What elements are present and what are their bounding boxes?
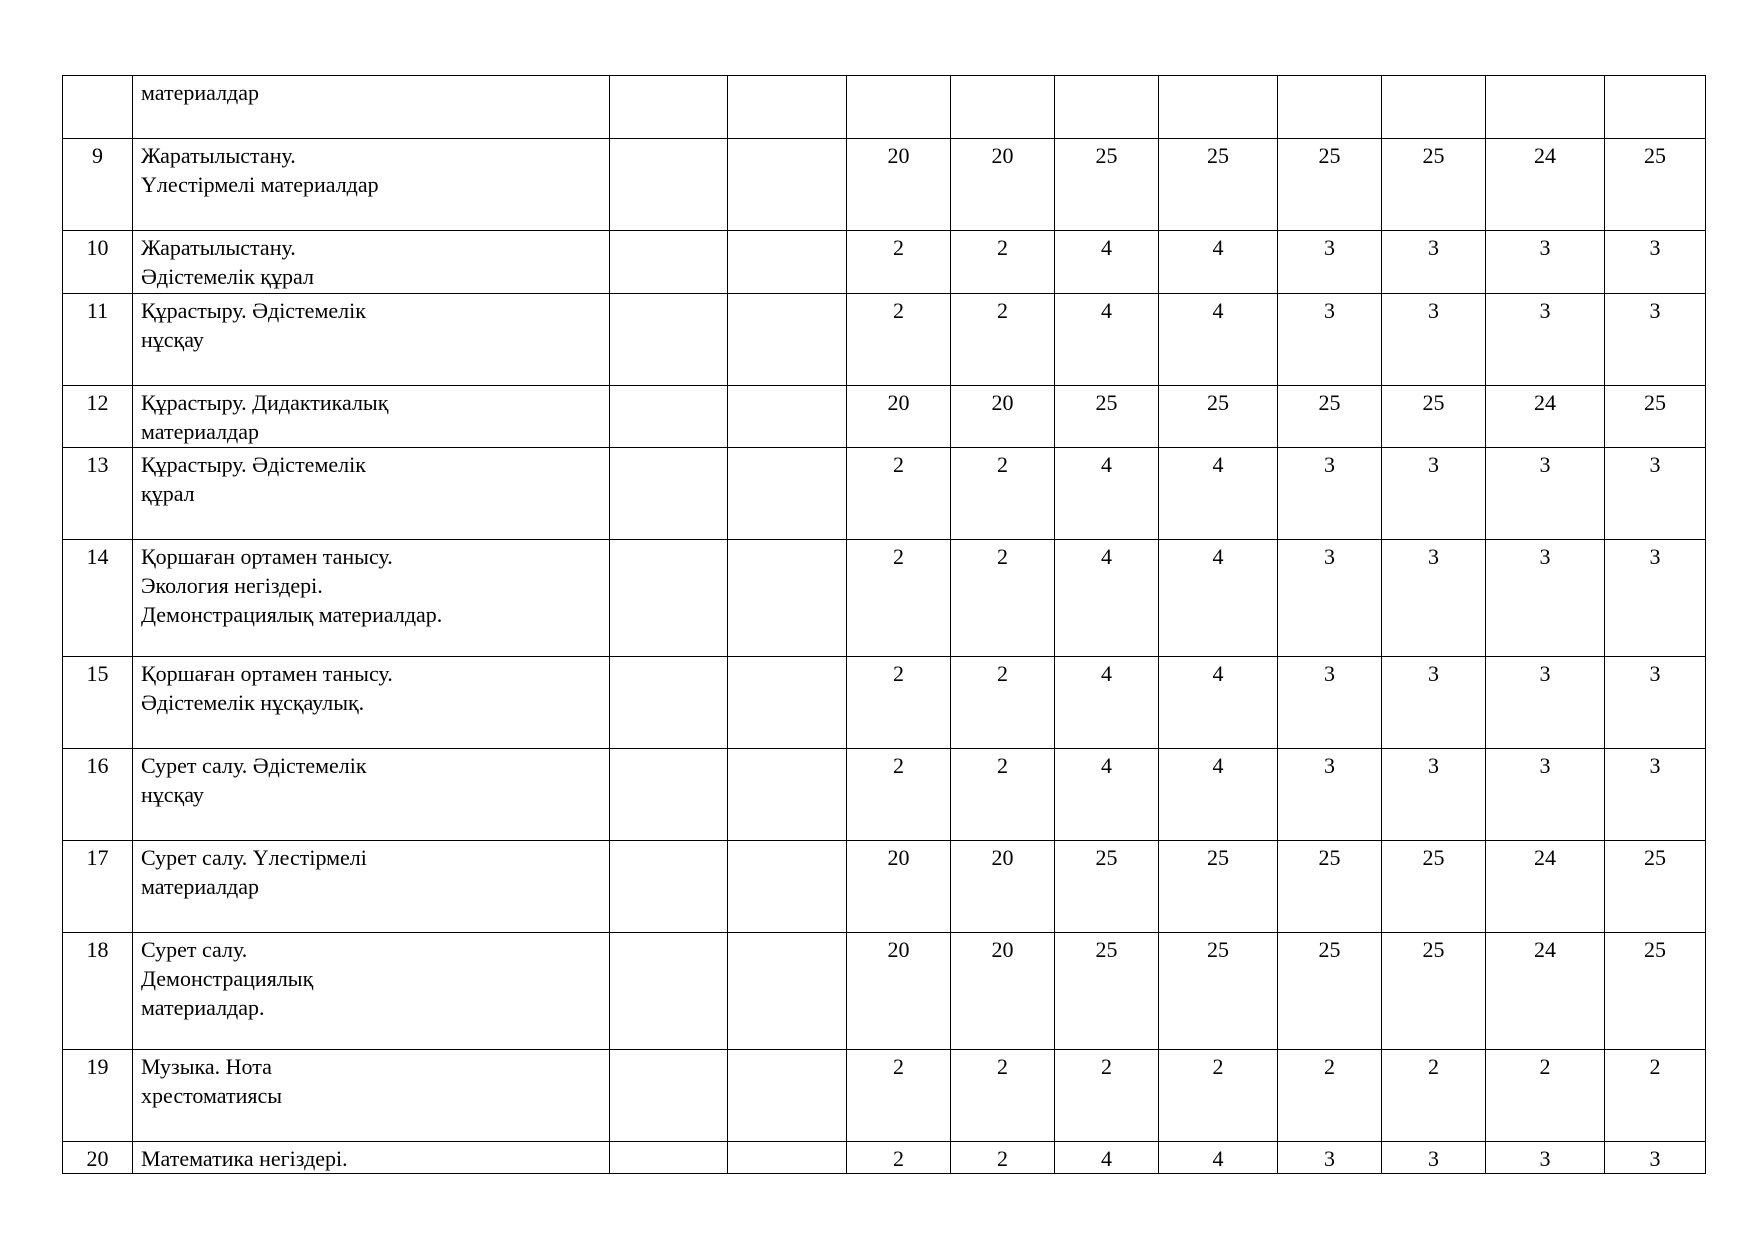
value-cell: 4 (1055, 294, 1159, 386)
row-number: 9 (63, 139, 133, 231)
value-cell: 24 (1486, 933, 1605, 1050)
value-cell: 3 (1382, 540, 1486, 657)
table-row (63, 448, 1706, 540)
value-cell: 3 (1605, 231, 1706, 294)
value-cell: 2 (847, 657, 951, 749)
value-cell (1605, 76, 1706, 139)
empty-cell (728, 933, 847, 1050)
table-row (63, 386, 1706, 448)
value-cell: 3 (1605, 294, 1706, 386)
row-number: 14 (63, 540, 133, 657)
value-cell: 2 (951, 294, 1055, 386)
value-cell: 24 (1486, 386, 1605, 448)
value-cell: 20 (847, 841, 951, 933)
item-name: Жаратылыстану. Әдістемелік құрал (133, 231, 610, 294)
value-cell: 3 (1278, 1142, 1382, 1174)
value-cell: 2 (951, 448, 1055, 540)
empty-cell (728, 1142, 847, 1174)
value-cell: 3 (1278, 749, 1382, 841)
value-cell: 4 (1159, 294, 1278, 386)
value-cell: 2 (847, 749, 951, 841)
value-cell: 3 (1486, 448, 1605, 540)
item-name: Сурет салу. Демонстрациялық материалдар. (133, 933, 610, 1050)
empty-cell (728, 749, 847, 841)
value-cell: 2 (1278, 1050, 1382, 1142)
value-cell: 20 (951, 386, 1055, 448)
table-row (63, 933, 1706, 1050)
empty-cell (728, 139, 847, 231)
value-cell: 3 (1278, 448, 1382, 540)
value-cell: 20 (951, 139, 1055, 231)
row-number: 16 (63, 749, 133, 841)
empty-cell (610, 1142, 728, 1174)
value-cell: 3 (1278, 231, 1382, 294)
value-cell: 25 (1055, 386, 1159, 448)
empty-cell (610, 448, 728, 540)
document-table (62, 75, 1706, 1174)
value-cell: 3 (1382, 294, 1486, 386)
value-cell (847, 76, 951, 139)
value-cell: 3 (1605, 657, 1706, 749)
value-cell: 4 (1159, 448, 1278, 540)
table-row (63, 657, 1706, 749)
value-cell: 3 (1278, 657, 1382, 749)
value-cell: 3 (1382, 448, 1486, 540)
table-row (63, 76, 1706, 139)
row-number: 18 (63, 933, 133, 1050)
empty-cell (610, 76, 728, 139)
empty-cell (610, 933, 728, 1050)
item-name: Құрастыру. Әдістемелік нұсқау (133, 294, 610, 386)
value-cell: 20 (847, 386, 951, 448)
value-cell: 20 (951, 933, 1055, 1050)
empty-cell (728, 448, 847, 540)
value-cell: 2 (951, 231, 1055, 294)
value-cell: 4 (1055, 448, 1159, 540)
item-name: Қоршаған ортамен танысу. Экология негіздері. Демонстрациялық материалдар. (133, 540, 610, 657)
empty-cell (610, 657, 728, 749)
value-cell: 2 (847, 294, 951, 386)
row-number: 11 (63, 294, 133, 386)
table-body (63, 76, 1706, 1174)
value-cell: 25 (1159, 933, 1278, 1050)
empty-cell (610, 749, 728, 841)
value-cell: 4 (1159, 657, 1278, 749)
value-cell: 3 (1382, 749, 1486, 841)
value-cell: 4 (1159, 749, 1278, 841)
table-row (63, 540, 1706, 657)
value-cell: 25 (1382, 139, 1486, 231)
value-cell: 2 (951, 657, 1055, 749)
value-cell: 2 (1382, 1050, 1486, 1142)
table-row (63, 1050, 1706, 1142)
value-cell: 24 (1486, 841, 1605, 933)
value-cell: 4 (1055, 1142, 1159, 1174)
value-cell: 25 (1159, 841, 1278, 933)
empty-cell (610, 540, 728, 657)
value-cell: 2 (847, 540, 951, 657)
row-number: 20 (63, 1142, 133, 1174)
value-cell: 25 (1055, 139, 1159, 231)
table-row (63, 749, 1706, 841)
empty-cell (728, 540, 847, 657)
table-row (63, 294, 1706, 386)
empty-cell (728, 294, 847, 386)
value-cell: 20 (847, 933, 951, 1050)
value-cell: 2 (1055, 1050, 1159, 1142)
table-row (63, 231, 1706, 294)
empty-cell (728, 841, 847, 933)
item-name: Құрастыру. Дидактикалық материалдар (133, 386, 610, 448)
empty-cell (610, 139, 728, 231)
value-cell: 4 (1159, 1142, 1278, 1174)
value-cell (1159, 76, 1278, 139)
value-cell: 4 (1159, 540, 1278, 657)
item-name: Құрастыру. Әдістемелік құрал (133, 448, 610, 540)
value-cell: 25 (1055, 933, 1159, 1050)
row-number: 19 (63, 1050, 133, 1142)
value-cell: 4 (1055, 231, 1159, 294)
value-cell: 20 (847, 139, 951, 231)
value-cell: 25 (1605, 933, 1706, 1050)
value-cell: 2 (951, 540, 1055, 657)
value-cell: 3 (1278, 540, 1382, 657)
table-row (63, 1142, 1706, 1174)
value-cell: 25 (1605, 841, 1706, 933)
value-cell: 3 (1486, 294, 1605, 386)
value-cell: 2 (1486, 1050, 1605, 1142)
value-cell: 25 (1055, 841, 1159, 933)
value-cell: 3 (1382, 657, 1486, 749)
value-cell: 25 (1278, 933, 1382, 1050)
value-cell: 4 (1055, 749, 1159, 841)
empty-cell (728, 76, 847, 139)
value-cell: 25 (1382, 933, 1486, 1050)
empty-cell (728, 386, 847, 448)
value-cell: 25 (1605, 386, 1706, 448)
value-cell: 3 (1278, 294, 1382, 386)
table-row (63, 139, 1706, 231)
empty-cell (610, 1050, 728, 1142)
empty-cell (610, 841, 728, 933)
value-cell: 25 (1382, 841, 1486, 933)
item-name: материалдар (133, 76, 610, 139)
value-cell: 25 (1278, 139, 1382, 231)
value-cell (1486, 76, 1605, 139)
row-number (63, 76, 133, 139)
value-cell: 3 (1486, 749, 1605, 841)
empty-cell (728, 657, 847, 749)
value-cell: 4 (1055, 657, 1159, 749)
empty-cell (728, 1050, 847, 1142)
value-cell: 25 (1278, 386, 1382, 448)
item-name: Сурет салу. Үлестірмелі материалдар (133, 841, 610, 933)
empty-cell (728, 231, 847, 294)
value-cell: 2 (951, 749, 1055, 841)
value-cell: 3 (1486, 540, 1605, 657)
item-name: Сурет салу. Әдістемелік нұсқау (133, 749, 610, 841)
item-name: Қоршаған ортамен танысу. Әдістемелік нұсқаулық. (133, 657, 610, 749)
value-cell: 2 (1159, 1050, 1278, 1142)
value-cell: 20 (951, 841, 1055, 933)
item-name: Жаратылыстану. Үлестірмелі материалдар (133, 139, 610, 231)
value-cell: 3 (1382, 231, 1486, 294)
value-cell (1278, 76, 1382, 139)
value-cell: 3 (1605, 448, 1706, 540)
value-cell: 2 (1605, 1050, 1706, 1142)
value-cell: 25 (1382, 386, 1486, 448)
row-number: 13 (63, 448, 133, 540)
item-name: Математика негіздері. (133, 1142, 610, 1174)
value-cell: 25 (1278, 841, 1382, 933)
row-number: 15 (63, 657, 133, 749)
value-cell: 3 (1605, 1142, 1706, 1174)
value-cell: 4 (1159, 231, 1278, 294)
value-cell: 3 (1605, 540, 1706, 657)
empty-cell (610, 231, 728, 294)
value-cell (951, 76, 1055, 139)
value-cell: 2 (951, 1142, 1055, 1174)
table-row (63, 841, 1706, 933)
value-cell: 25 (1159, 386, 1278, 448)
value-cell: 3 (1486, 657, 1605, 749)
value-cell: 2 (847, 1050, 951, 1142)
value-cell: 2 (951, 1050, 1055, 1142)
row-number: 17 (63, 841, 133, 933)
row-number: 12 (63, 386, 133, 448)
value-cell: 2 (847, 448, 951, 540)
value-cell: 24 (1486, 139, 1605, 231)
row-number: 10 (63, 231, 133, 294)
value-cell (1055, 76, 1159, 139)
empty-cell (610, 294, 728, 386)
value-cell: 2 (847, 1142, 951, 1174)
value-cell: 3 (1605, 749, 1706, 841)
item-name: Музыка. Нота хрестоматиясы (133, 1050, 610, 1142)
value-cell: 25 (1605, 139, 1706, 231)
value-cell (1382, 76, 1486, 139)
empty-cell (610, 386, 728, 448)
value-cell: 25 (1159, 139, 1278, 231)
value-cell: 4 (1055, 540, 1159, 657)
value-cell: 2 (847, 231, 951, 294)
value-cell: 3 (1382, 1142, 1486, 1174)
value-cell: 3 (1486, 1142, 1605, 1174)
value-cell: 3 (1486, 231, 1605, 294)
